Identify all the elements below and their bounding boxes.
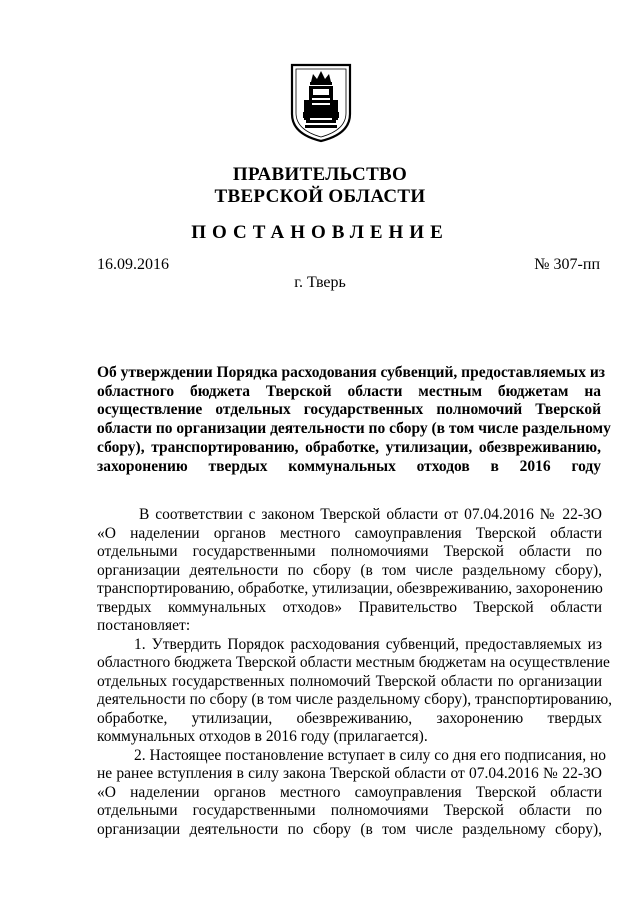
body-line: не ранее вступления в силу закона Тверской области от 07.04.2016 № 22-ЗО xyxy=(97,765,602,782)
body-line: отдельных государственных полномочий Тверской области по организации xyxy=(97,672,602,690)
government-name-line1: ПРАВИТЕЛЬСТВО xyxy=(232,164,408,185)
body-line: отдельными государственными полномочиями Тверской области по xyxy=(97,543,602,560)
body-line: твердых коммунальных отходов» Правительство Тверской области xyxy=(97,598,602,616)
body-line: областного бюджета Тверской области местным бюджетам на осуществление xyxy=(97,654,610,671)
title-line: осуществление отдельных государственных полномочий Тверской xyxy=(97,401,601,419)
body-line: организации деятельности по сбору (в том числе раздельному сбору), xyxy=(97,820,602,838)
body-line: коммунальных отходов в 2016 году (прилагается). xyxy=(97,728,428,745)
body-line: 1. Утвердить Порядок расходования субвенций, предоставляемых из xyxy=(134,635,602,653)
body-line: транспортированию, обработке, утилизации, обезвреживанию, захоронению xyxy=(97,580,603,597)
document-number: № 307-пп xyxy=(534,256,600,273)
body-line: «О наделении органов местного самоуправления Тверской области xyxy=(97,524,602,542)
body-line: обработке, утилизации, обезвреживанию, захоронению твердых xyxy=(97,709,602,727)
body-line: В соответствии с законом Тверской области от 07.04.2016 № 22-ЗО xyxy=(139,506,602,523)
title-line: области по организации деятельности по сбору (в том числе раздельному xyxy=(97,420,611,438)
coat-of-arms-emblem xyxy=(289,62,353,144)
government-name-line2: ТВЕРСКОЙ ОБЛАСТИ xyxy=(214,186,426,207)
document-title xyxy=(97,364,611,476)
body-line: «О наделении органов местного самоуправления Тверской области xyxy=(97,783,602,801)
document-date: 16.09.2016 xyxy=(97,256,169,273)
body-line: организации деятельности по сбору (в том числе раздельному сбору), xyxy=(97,561,602,579)
document-city: г. Тверь xyxy=(294,274,346,291)
body-line: 2. Настоящее постановление вступает в силу со дня его подписания, но xyxy=(134,746,607,764)
document-type-heading: ПОСТАНОВЛЕНИЕ xyxy=(191,222,449,243)
body-line: отдельными государственными полномочиями Тверской области по xyxy=(97,802,602,819)
document-body xyxy=(97,506,613,839)
title-line: Об утверждении Порядка расходования субвенций, предоставляемых из xyxy=(97,364,605,381)
title-line: захоронению твердых коммунальных отходов в 2016 году xyxy=(97,457,601,475)
title-line: сбору), транспортированию, обработке, утилизации, обезвреживанию, xyxy=(97,438,601,456)
body-line: деятельности по сбору (в том числе раздельному сбору), транспортированию, xyxy=(97,691,613,708)
body-line: постановляет: xyxy=(97,617,191,634)
title-line: областного бюджета Тверской области местным бюджетам на xyxy=(97,382,601,400)
